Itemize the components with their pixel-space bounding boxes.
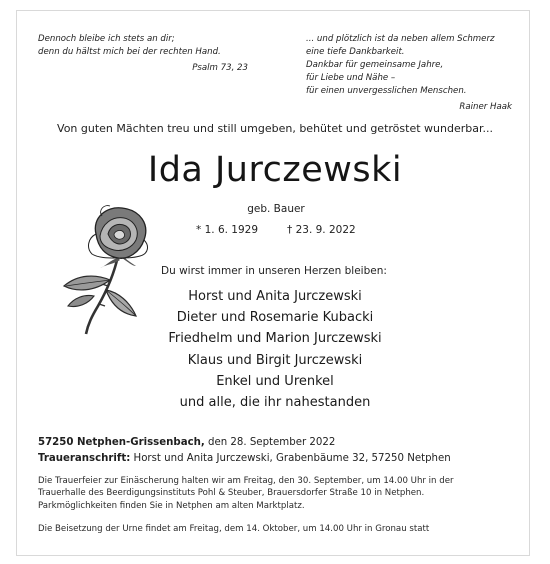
survivors-list bbox=[150, 286, 400, 413]
quote-line: für einen unvergesslichen Menschen. bbox=[306, 86, 467, 96]
survivor-name: Horst und Anita Jurczewski bbox=[188, 289, 362, 304]
notice-line: Parkmöglichkeiten finden Sie in Netphen am alten Marktplatz. bbox=[38, 500, 305, 511]
farewell-line: Du wirst immer in unseren Herzen bleiben: bbox=[161, 265, 387, 277]
survivor-name: Klaus und Birgit Jurczewski bbox=[187, 352, 363, 368]
quote-source: Psalm 73, 23 bbox=[192, 63, 248, 73]
quote-line: eine tiefe Dankbarkeit. bbox=[306, 47, 405, 57]
place-date-line bbox=[38, 435, 451, 451]
survivor-name: Enkel und Urenkel bbox=[216, 373, 334, 389]
info-block bbox=[38, 435, 451, 467]
address-label: Traueranschrift: bbox=[38, 453, 131, 464]
survivor-name: Dieter und Rosemarie Kubacki bbox=[176, 310, 374, 326]
quote-source: Rainer Haak bbox=[459, 102, 512, 112]
motto-line: Von guten Mächten treu und still umgeben, behütet und getröstet wunderbar... bbox=[57, 122, 493, 135]
death-date: † 23. 9. 2022 bbox=[287, 224, 356, 236]
ceremony-notice bbox=[38, 475, 522, 512]
quote-line: Dennoch bleibe ich stets an dir; bbox=[38, 34, 175, 44]
notice-line: Trauerhalle des Beerdigungsinstituts Pohl & Steuber, Brauersdorfer Straße 10 in Netphen. bbox=[38, 488, 425, 499]
deceased-name: Ida Jurczewski bbox=[147, 150, 403, 190]
date-text: den 28. September 2022 bbox=[204, 437, 336, 448]
survivor-name: Friedhelm und Marion Jurczewski bbox=[168, 331, 382, 347]
quote-line: denn du hältst mich bei der rechten Hand. bbox=[38, 47, 221, 57]
quote-line: für Liebe und Nähe – bbox=[306, 73, 396, 83]
burial-notice: Die Beisetzung der Urne findet am Freitag, dem 14. Oktober, um 14.00 Uhr in Gronau statt bbox=[38, 524, 430, 534]
survivor-name: und alle, die ihr nahestanden bbox=[179, 395, 371, 411]
address-text: Horst und Anita Jurczewski, Grabenbäume 32, 57250 Netphen bbox=[130, 453, 451, 464]
poem-quote bbox=[306, 33, 512, 114]
notice-line: Die Trauerfeier zur Einäscherung halten wir am Freitag, den 30. September, um 14.00 Uhr in der bbox=[38, 476, 454, 486]
quote-line: Dankbar für gemeinsame Jahre, bbox=[306, 60, 444, 70]
rose-icon bbox=[36, 194, 166, 336]
quote-line: ... und plötzlich ist da neben allem Schmerz bbox=[306, 34, 495, 44]
place-name: 57250 Netphen-Grissenbach, bbox=[38, 437, 205, 448]
bible-quote bbox=[38, 33, 248, 75]
maiden-name: geb. Bauer bbox=[247, 203, 305, 215]
birth-date: * 1. 6. 1929 bbox=[196, 224, 259, 236]
address-line bbox=[38, 451, 451, 467]
